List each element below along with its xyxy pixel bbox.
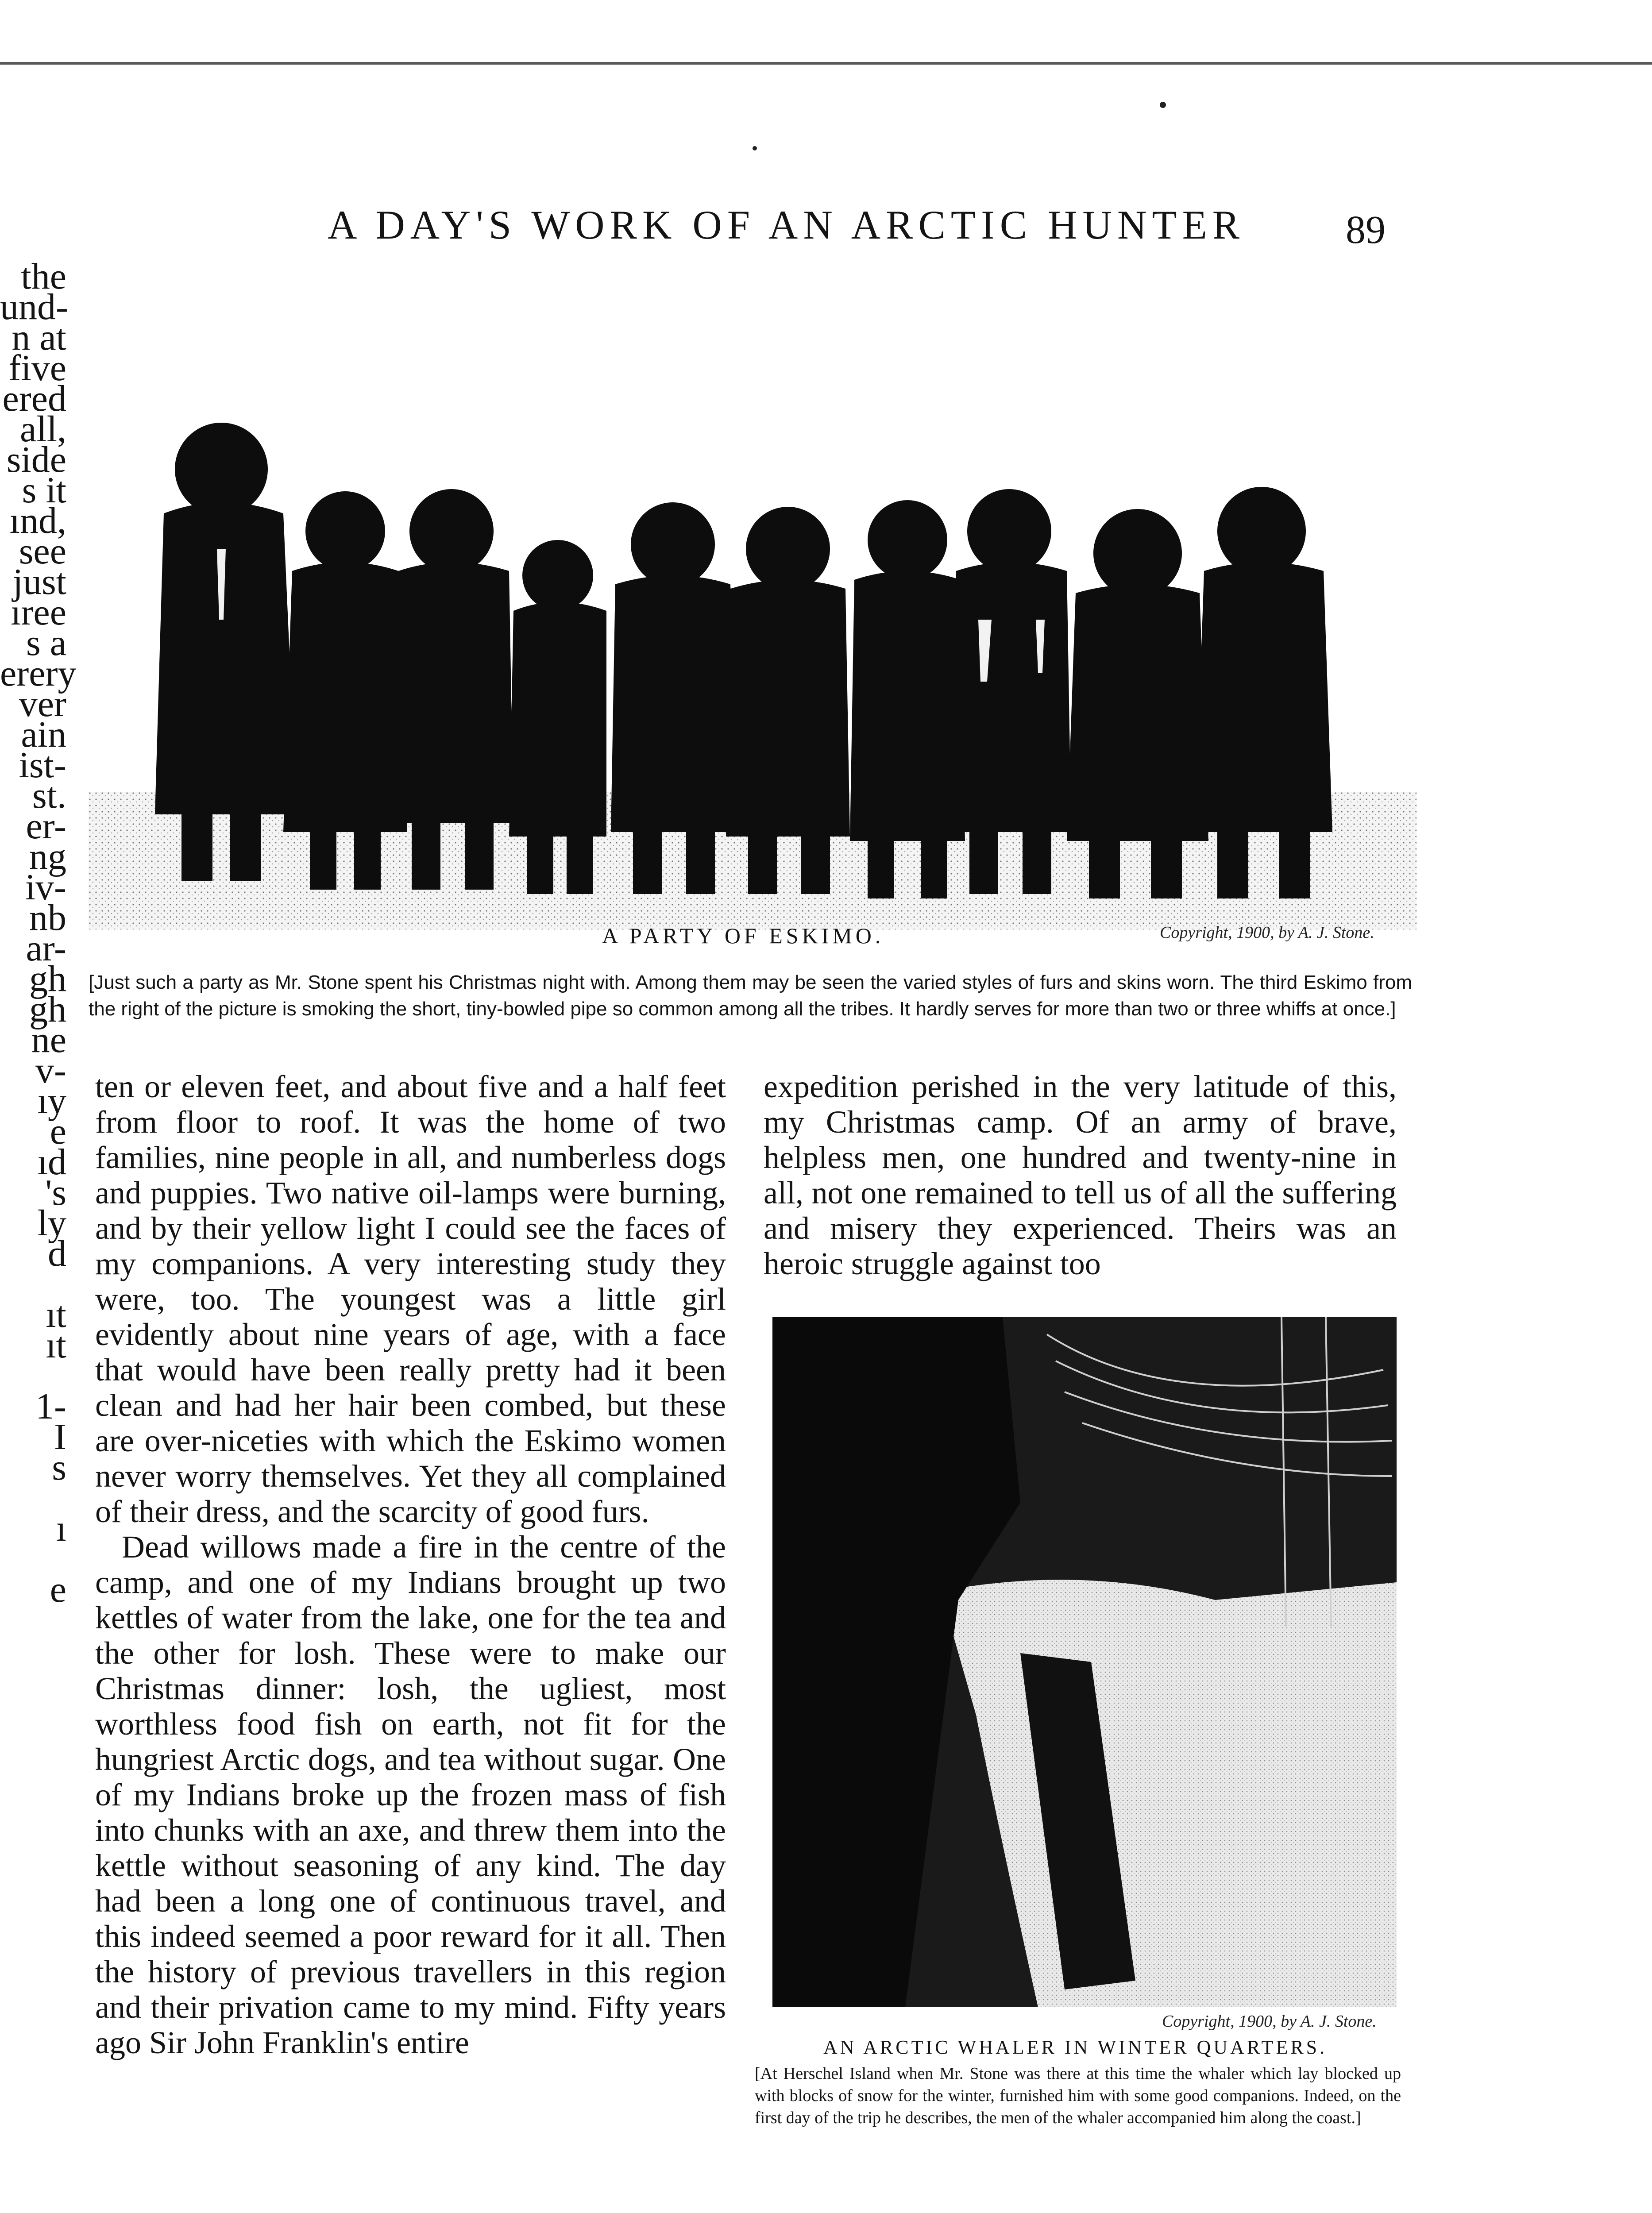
- photo2-title: AN ARCTIC WHALER IN WINTER QUARTERS.: [823, 2036, 1328, 2058]
- margin-bleed-line: [0, 1635, 66, 1666]
- margin-bleed-line: the: [21, 256, 66, 297]
- margin-bleed-line: 's: [45, 1172, 66, 1213]
- margin-bleed-line: gh: [29, 958, 66, 999]
- margin-bleed-line: ain: [21, 714, 66, 755]
- photo1-caption: [Just such a party as Mr. Stone spent his Christmas night with. Among them may be seen the varied styles of furs and skins worn. The third Eskimo from the right of the picture is smoking the short, tiny-bowled pipe so common among all the tribes. It hardly serves for more than two or three whiffs at once.]: [89, 972, 1412, 1020]
- margin-bleed-line: ıy: [37, 1080, 66, 1122]
- margin-bleed-line: erery: [0, 653, 77, 694]
- photo1-title: A PARTY OF ESKIMO.: [602, 923, 884, 948]
- margin-bleed-line: e: [50, 1569, 66, 1610]
- margin-bleed-line: side: [6, 439, 66, 480]
- margin-bleed-line: ered: [2, 378, 66, 419]
- margin-bleed-line: s it: [22, 470, 66, 511]
- paragraph: expedition perished in the very latitude of this, my Christmas camp. Of an army of brave, helpless men, one hundred and twenty-nine in all, not one remained to tell us of all the suffering and misery they experienced. Theirs was an heroic struggle against too: [764, 1069, 1397, 1281]
- margin-bleed-line: gh: [29, 989, 66, 1030]
- photo2-credit: Copyright, 1900, by A. J. Stone.: [1162, 2012, 1377, 2031]
- eskimo-party-photo: [89, 283, 1417, 929]
- margin-bleed-line: ıd: [37, 1141, 66, 1183]
- top-rule: [0, 62, 1652, 65]
- margin-bleed-line: ınd,: [9, 500, 66, 541]
- margin-bleed-line: all,: [20, 409, 66, 450]
- margin-bleed-line: ne: [31, 1019, 66, 1060]
- margin-bleed-line: v-: [35, 1050, 66, 1091]
- margin-bleed-line: er-: [26, 806, 66, 847]
- margin-bleed-line: ıt: [46, 1294, 66, 1335]
- margin-bleed-line: e: [50, 1111, 66, 1152]
- margin-bleed-line: s a: [26, 622, 66, 663]
- scan-speck: [1160, 102, 1166, 108]
- margin-bleed-line: ar-: [26, 928, 66, 969]
- margin-bleed-line: I: [54, 1416, 66, 1457]
- margin-bleed-line: ver: [19, 683, 66, 725]
- page-number: 89: [1346, 208, 1386, 252]
- margin-bleed-line: ist-: [19, 744, 66, 786]
- paragraph: Dead willows made a fire in the centre of the camp, and one of my Indians brought up two kettles of water from the lake, one for the tea and the other for losh. These were to make our Christmas dinner: losh, the ugliest, most worthless food fish on earth, not fit for the hungriest Arctic dogs, and tea without sugar. One of my Indians broke up the frozen mass of fish into chunks with an axe, and threw them into the kettle without seasoning of any kind. The day had been a long one of continuous travel, and this indeed seemed a poor reward for it all. Then the history of previous travellers in this region and their privation came to my mind. Fifty years ago Sir John Franklin's entire: [95, 1529, 726, 2060]
- margin-bleed-line: s: [52, 1447, 66, 1488]
- running-title: A DAY'S WORK OF AN ARCTIC HUNTER: [328, 202, 1245, 247]
- paragraph: ten or eleven feet, and about five and a half feet from floor to roof. It was the home of two families, nine people in all, and numberless dogs and puppies. Two native oil-lamps were burning, and by their yellow light I could see the faces of my companions. A very interesting study they were, too. The youngest was a little girl evidently about nine years of age, with a face that would have been really pretty had it been clean and had her hair been combed, but these are over-niceties with which the Eskimo women never worry themselves. Yet they all complained of their dress, and the scarcity of good furs.: [95, 1069, 726, 1529]
- margin-bleed-line: st.: [32, 775, 66, 816]
- photo1-credit: Copyright, 1900, by A. J. Stone.: [1160, 923, 1374, 942]
- margin-bleed-line: n at: [12, 317, 66, 358]
- margin-bleed-line: ly: [37, 1203, 66, 1244]
- margin-bleed-line: just: [12, 561, 66, 602]
- margin-bleed-line: see: [19, 531, 66, 572]
- margin-bleed-line: ng: [29, 836, 66, 877]
- arctic-whaler-photo: [772, 1317, 1397, 2007]
- photo2-caption: [At Herschel Island when Mr. Stone was there at this time the whaler which lay blocked up with blocks of snow for the winter, furnished him with some good companions. Indeed, on the first day of the trip he describes, the men of the whaler accompanied him along the coast.]: [755, 2064, 1401, 2127]
- scan-speck: [753, 146, 757, 150]
- margin-bleed-line: five: [8, 347, 66, 389]
- margin-bleed-line: ı: [56, 1508, 66, 1549]
- margin-bleed-text: [0, 256, 77, 1666]
- margin-bleed-line: ıt: [46, 1325, 66, 1366]
- left-column: [95, 1069, 726, 2060]
- margin-bleed-line: iv-: [25, 867, 66, 908]
- margin-bleed-line: d: [48, 1233, 66, 1274]
- margin-bleed-line: nb: [29, 897, 66, 938]
- margin-bleed-line: und-: [0, 286, 68, 328]
- right-column: [764, 1069, 1397, 1281]
- margin-bleed-line: 1-: [35, 1386, 66, 1427]
- margin-bleed-line: ıree: [11, 592, 66, 633]
